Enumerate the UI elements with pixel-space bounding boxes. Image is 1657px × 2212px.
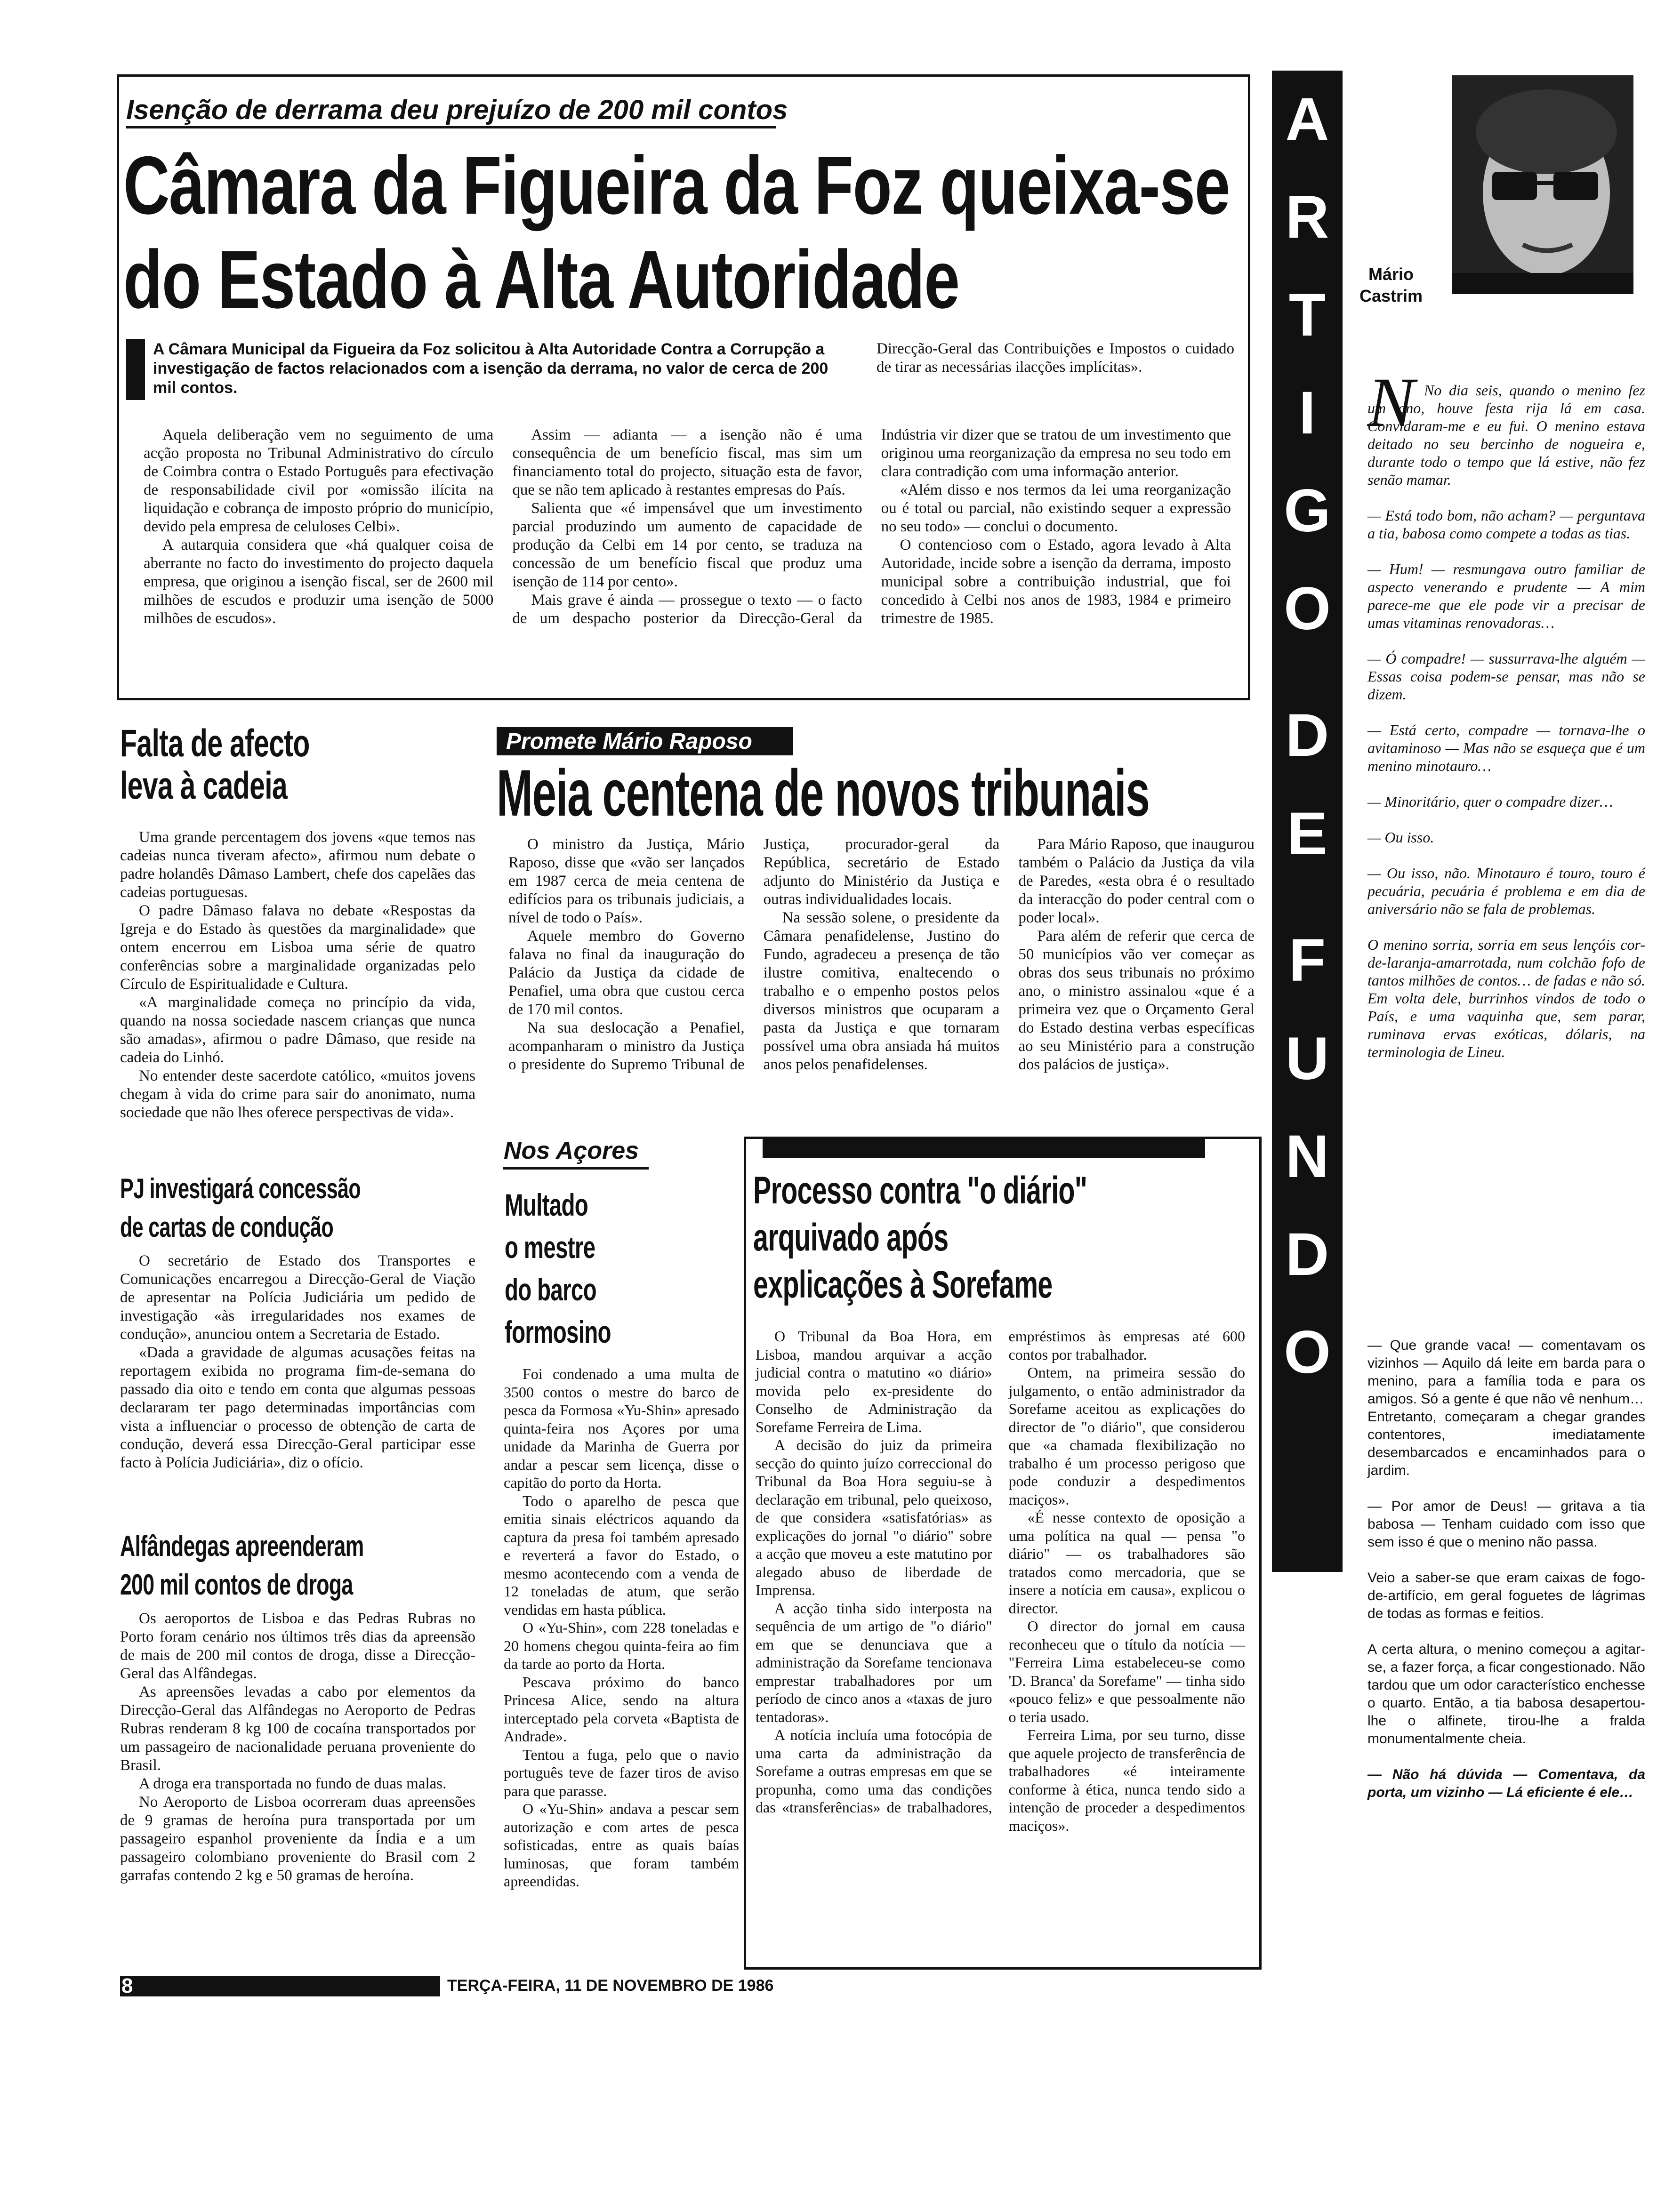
diario-paragraph: Ontem, na primeira sessão do julgamento, o então administrador da Sorefame aceitou as explicações do director de "o diário", que considerou que «a chamada flexibilização no trabalho é um processo perigoso que pode conduzir a despedimentos maciços». — [1008, 1364, 1245, 1508]
pj-paragraph: «Dada a gravidade de algumas acusações feitas na reportagem exibida no programa fim-de-semana do passado dia oito e tendo em conta que algumas pessoas declararam ter pago determinadas importâncias com vista a influenciar o processo de obtenção de carta de condução, deverá essa Direcção-Geral participar esse facto à Polícia Judiciária», diz o ofício. — [120, 1344, 475, 1471]
top-paragraph: Aquela deliberação vem no seguimento de uma acção proposta no Tribunal Administrativo do círculo de Coimbra contra o Estado Português para efectivação de responsabilidade civil por «omissão ilícita na liquidação e cobrança de imposto próprio do município, devido pela empresa de celuloses Celbi». — [144, 426, 494, 535]
column-paragraph: — Não há dúvida — Comentava, da porta, um vizinho — Lá eficiente é ele… — [1367, 1767, 1645, 1800]
top-paragraph: Mais grave é ainda — prossegue o texto — o facto de um despacho posterior da Direcção-Geral da Indústria vir dizer que se tratou de um investimento que originou uma reorganização da empresa no seu todo em clara contradição com uma informação anterior. — [512, 426, 1231, 627]
pj-headline-line: de cartas de condução — [120, 1211, 334, 1243]
afecto-paragraph: O padre Dâmaso falava no debate «Respostas da Igreja e do Estado às questões da marginalidade» que ontem encerrou em Lisboa uma série de quatro conferências sobre a marginalidade organizadas pelo Círculo de Espiritualidade e Cultura. — [120, 902, 475, 993]
diario-paragraph: A decisão do juiz da primeira secção do quinto juízo correccional do Tribunal da Boa Hora seguiu-se à declaração em tribunal, pelo queixoso, de que considera «satisfatórias» as explicações do jornal "o diário" sobre a acção que moveu a este matutino por alegado abuso de liberdade de Imprensa. — [756, 1436, 992, 1598]
column-paragraph: — Ou isso. — [1367, 829, 1434, 846]
column-body-upright — [1367, 1337, 1645, 1802]
tribunais-paragraph: Aquele membro do Governo falava no final da inauguração do Palácio da Justiça da cidade de Penafiel, uma obra que custou cerca de 170 mil contos. — [508, 928, 745, 1018]
top-article-body — [144, 426, 1231, 689]
band-letter: O — [1284, 575, 1331, 642]
afecto-body — [120, 828, 475, 1122]
band-letter: U — [1285, 1025, 1329, 1092]
diario-paragraph: «É nesse contexto de oposição a uma política na qual — pensa "o diário" — os trabalhadores são tratados como mercadoria, que se insere a notícia em causa», explicou o director. — [1008, 1509, 1245, 1617]
alfandegas-headline-line: Alfândegas apreenderam — [120, 1530, 364, 1563]
acores-headline-line: Multado — [505, 1187, 588, 1222]
kicker-underline — [126, 126, 776, 128]
top-paragraph: Assim — adianta — a isenção não é uma consequência de um benefício fiscal, mas sim um financiamento total do projecto, situação esta de favor, que se não tem aplicado à restantes empresas do País. — [512, 426, 862, 498]
band-letter: T — [1288, 281, 1326, 349]
alfandegas-headline-line: 200 mil contos de droga — [120, 1569, 353, 1601]
author-portrait-image — [1452, 75, 1633, 294]
alfandegas-body — [120, 1610, 475, 1885]
author-photo — [1452, 75, 1633, 294]
afecto-headline — [120, 722, 310, 807]
pj-paragraph: O secretário de Estado dos Transportes e Comunicações encarregou a Direcção-Geral de Viação de apresentar na Polícia Judiciária um pedido de investigação «às irregularidades nos exames de condução», anunciou ontem a Secretaria de Estado. — [120, 1252, 475, 1343]
column-paragraph: — Que grande vaca! — comentavam os vizinhos — Aquilo dá leite em barda para o menino, para a família toda e para os amigos. Só a gente é que não vê nenhum… — [1367, 1338, 1645, 1407]
tribunais-paragraph: Para além de referir que cerca de 50 municípios vão ver começar as obras dos seus tribunais no próximo ano, o ministro assinalou «que é a primeira vez que o Orçamento Geral do Estado destina verbas específicas ao seu Ministério para a construção dos palácios de justiça». — [1018, 928, 1255, 1073]
author-name: Mário Castrim — [1359, 264, 1423, 305]
band-letter: A — [1285, 86, 1329, 153]
tribunais-paragraph: O ministro da Justiça, Mário Raposo, disse que «vão ser lançados em 1987 cerca de meia centena de edifícios para os tribunais judiciais, a nível de todo o País». — [508, 836, 745, 926]
band-letter: D — [1285, 702, 1329, 769]
column-paragraph: A certa altura, o menino começou a agitar-se, a fazer força, a ficar congestionado. Não tardou que um odor característico enchesse o quarto. Então, a tia babosa desapertou-lhe o alfinete, tirou-lhe a fralda monumentalmente cheia. — [1367, 1642, 1645, 1747]
acores-headline — [505, 1184, 611, 1353]
band-letter: G — [1284, 477, 1331, 545]
footer-date: TERÇA-FEIRA, 11 DE NOVEMBRO DE 1986 — [447, 1977, 774, 1995]
acores-headline-line: o mestre — [505, 1230, 595, 1265]
top-continuation: Direcção-Geral das Contribuições e Impostos o cuidado de tirar as necessárias ilacções implícitas». — [877, 340, 1234, 376]
alfandegas-paragraph: A droga era transportada no fundo de duas malas. — [139, 1775, 447, 1792]
acores-headline-line: formosino — [505, 1314, 611, 1349]
footer-bar — [120, 1976, 440, 1996]
top-paragraph: O contencioso com o Estado, agora levado à Alta Autoridade, incide sobre a isenção da derrama, imposto municipal sobre a contribuição industrial, que foi concedido à Celbi nos anos de 1983, 1984 e primeiro trimestre de 1985. — [881, 537, 1231, 627]
alfandegas-paragraph: No Aeroporto de Lisboa ocorreram duas apreensões de 9 gramas de heroína pura transportada por um passageiro espanhol proveniente da Índia e a um passageiro colombiano proveniente do Brasil com 2 garrafas contendo 2 kg e 50 gramas de heroína. — [120, 1794, 475, 1884]
column-paragraph: — Está todo bom, não acham? — perguntava a tia, babosa como compete a todas as tias. — [1367, 507, 1645, 542]
band-letter: I — [1299, 379, 1316, 447]
diario-headline-line: arquivado após — [753, 1216, 949, 1259]
diario-headline-line: explicações à Sorefame — [753, 1263, 1053, 1306]
acores-body — [504, 1365, 739, 1891]
diario-paragraph: O director do jornal em causa reconheceu que o título da notícia — "Ferreira Lima estabeleceu-se como 'D. Branca' da Sorefame" — tinha sido «pouco feliz» e que pessoalmente não o teria usado. — [1008, 1618, 1245, 1725]
acores-kicker-underline — [503, 1167, 649, 1170]
top-paragraph: «Além disso e nos termos da lei uma reorganização ou é total ou parcial, não existindo sequer a expressão no seu todo» — conclui o documento. — [881, 481, 1231, 535]
tribunais-paragraph: Na sessão solene, o presidente da Câmara penafidelense, Justino do Fundo, agradeceu a presença de tão ilustre comitiva, enaltecendo o trabalho e o empenho postos pelos diversos ministros que ocuparam a pasta da Justiça e que tornaram possível uma obra ansiada há muitos anos pelos penafidelenses. — [763, 909, 1000, 1073]
alfandegas-paragraph: Os aeroportos de Lisboa e das Pedras Rubras no Porto foram cenário nos últimos três dias da apreensão de mais de 200 mil contos de droga, disse a Direcção-Geral das Alfândegas. — [120, 1610, 475, 1682]
top-headline-line1: Câmara da Figueira da Foz queixa-se — [123, 140, 1230, 232]
afecto-paragraph: «A marginalidade começa no princípio da vida, quando na nossa sociedade nascem crianças que nunca são amadas», afirmou o padre Dâmaso, que reside na cadeia do Linhó. — [120, 994, 475, 1066]
acores-headline-line: do barco — [505, 1272, 596, 1307]
tribunais-paragraph: Para Mário Raposo, que inaugurou também o Palácio da Justiça da vila de Paredes, «esta obra é o resultado da interacção do poder central com o poder local». — [1018, 836, 1255, 926]
column-paragraph: — Minoritário, quer o compadre dizer… — [1367, 793, 1613, 810]
pj-headline-line: PJ investigará concessão — [120, 1173, 361, 1204]
diario-paragraph: A notícia incluía uma fotocópia de uma carta da administração da Sorefame a outras empresas em que se propunha, como uma das condições das «transferências» de trabalhadores, empréstimos às empresas até 600 contos por trabalhador. — [756, 1328, 1245, 1816]
afecto-headline-line: Falta de afecto — [120, 722, 310, 765]
alfandegas-headline — [120, 1527, 364, 1604]
acores-paragraph: Foi condenado a uma multa de 3500 contos o mestre do barco de pesca da Formosa «Yu-Shin» apresado quinta-feira nos Açores por uma unidade da Marinha de Guerra por andar a pescar sem licença, disse o capitão do porto da Horta. — [504, 1365, 739, 1491]
pj-body — [120, 1252, 475, 1472]
artigo-de-fundo-band — [1272, 71, 1343, 1572]
column-paragraph: O menino sorria, sorria em seus lençóis cor-de-laranja-amarrotada, num colchão fofo de tantos milhões de contos… de fadas e não só. Em volta dele, burrinhos vindos de todo o País, e uma vaquinha que, sem parar, ruminava ervas exóticas, dólaris, na terminologia de Lineu. — [1367, 936, 1645, 1060]
diario-paragraph: A acção tinha sido interposta na sequência de um artigo de "o diário" em que se denunciava que a administração da Sorefame tencionava emprestar trabalhadores por um período de cinco anos a «taxas de juro tentadoras». — [756, 1599, 992, 1725]
alfandegas-paragraph: As apreensões levadas a cabo por elementos da Direcção-Geral das Alfândegas no Aeroporto de Pedras Rubras renderam 8 kg 100 de cocaína transportados por um passageiro de nacionalidade peruana proveniente do Brasil. — [120, 1683, 475, 1774]
acores-paragraph: O «Yu-Shin» andava a pescar sem autorização e com artes de pesca sofisticadas, entre as quais baías luminosas, que foram também apreendidas. — [504, 1800, 739, 1890]
acores-paragraph: Pescava próximo do banco Princesa Alice, sendo na altura interceptado pela corveta «Baptista de Andrade». — [504, 1673, 739, 1745]
diario-body — [756, 1327, 1245, 1963]
band-letter: D — [1285, 1221, 1329, 1288]
top-paragraph: Salienta que «é impensável que um investimento parcial produzindo um aumento de capacidade de produção da Celbi em 14 por cento, se traduza na concessão de um benefício fiscal que produz uma isenção de 114 por cento». — [512, 500, 862, 590]
top-headline-line2: do Estado à Alta Autoridade — [123, 234, 959, 326]
band-letter: E — [1287, 800, 1327, 867]
column-paragraph: Veio a saber-se que eram caixas de fogo-de-artifício, em geral foguetes de lágrimas de todas as formas e feitios. — [1367, 1570, 1645, 1621]
column-paragraph: — Hum! — resmungava outro familiar de aspecto venerando e prudente — A mim parece-me que ele pode vir a precisar de umas vitaminas renovadoras… — [1367, 561, 1645, 631]
lead-marker — [126, 339, 145, 400]
column-paragraph: Entretanto, começaram a chegar grandes contentores, imediatamente desembarcados e encaminhados para o jardim. — [1367, 1409, 1645, 1478]
acores-paragraph: O «Yu-Shin», com 228 toneladas e 20 homens chegou quinta-feira ao fim da tarde ao porto da Horta. — [504, 1619, 739, 1672]
diario-headline-line: Processo contra "o diário" — [753, 1169, 1087, 1212]
acores-paragraph: Todo o aparelho de pesca que emitia sinais eléctricos aquando da captura da presa foi também apresado e reverterá a favor do Estado, o mesmo acontecendo com a venda de 12 toneladas de atum, que serão vendidas em hasta pública. — [504, 1492, 739, 1618]
diario-paragraph: Ferreira Lima, por seu turno, disse que aquele projecto de transferência de trabalhadores «é inteiramente conforme à ética, nunca tendo sido a intenção de proceder a despedimentos maciços». — [1008, 1726, 1245, 1834]
acores-paragraph: Tentou a fuga, pelo que o navio português teve de fazer tiros de aviso para que parasse. — [504, 1746, 739, 1799]
afecto-paragraph: Uma grande percentagem dos jovens «que temos nas cadeias nunca tiveram afecto», afirmou num debate o padre holandês Dâmaso Lambert, chefe dos capelães das cadeias portuguesas. — [120, 829, 475, 901]
column-body — [1367, 381, 1645, 1079]
tribunais-body — [508, 835, 1255, 1127]
tribunais-paragraph: Na sua deslocação a Penafiel, acompanharam o ministro da Justiça o presidente do Supremo Tribunal de Justiça, procurador-geral da República, secretário de Estado adjunto do Ministério da Justiça e outras individualidades locais. — [508, 836, 1000, 1073]
band-letter: O — [1284, 1319, 1331, 1386]
band-letter: F — [1288, 927, 1326, 994]
band-letter: N — [1285, 1123, 1329, 1190]
tribunais-kicker: Promete Mário Raposo — [506, 729, 752, 754]
acores-kicker: Nos Açores — [504, 1137, 639, 1164]
diario-headline — [753, 1167, 1087, 1308]
top-paragraph: A autarquia considera que «há qualquer coisa de aberrante no facto do investimento do projecto daquela empresa, que originou a isenção fiscal, ser de 2600 mil milhões de escudos e produzir uma isenção de 5000 milhões de escudos». — [144, 537, 494, 627]
top-lead: A Câmara Municipal da Figueira da Foz solicitou à Alta Autoridade Contra a Corrupção a investigação de factos relacionados com a isenção da derrama, no valor de cerca de 200 mil contos. — [153, 340, 828, 397]
pj-headline — [120, 1170, 361, 1247]
column-paragraph: — Por amor de Deus! — gritava a tia babosa — Tenham cuidado com isso que sem isso é que o menino não passa. — [1367, 1499, 1645, 1550]
column-dropcap: N — [1367, 363, 1415, 441]
column-paragraph: — Está certo, compadre — tornava-lhe o avitaminoso — Mas não se esqueça que é um menino minotauro… — [1367, 721, 1645, 774]
afecto-headline-line: leva à cadeia — [120, 764, 288, 807]
diario-top-bar — [763, 1139, 1205, 1158]
afecto-paragraph: No entender deste sacerdote católico, «muitos jovens chegam à vida do crime para sair do anonimato, numa sociedade que não lhes oferece perspectivas de vida». — [120, 1067, 475, 1121]
band-letter: R — [1285, 184, 1329, 251]
column-paragraph: — Ó compadre! — sussurrava-lhe alguém — Essas coisa podem-se pensar, mas não se dizem. — [1367, 650, 1645, 703]
diario-paragraph: O Tribunal da Boa Hora, em Lisboa, mandou arquivar a acção judicial contra o matutino «o diário» movida pelo ex-presidente do Conselho de Administração da Sorefame Ferreira de Lima. — [756, 1328, 992, 1435]
page-number: 8 — [121, 1974, 133, 1997]
top-kicker: Isenção de derrama deu prejuízo de 200 mil contos — [126, 95, 788, 125]
column-paragraph: — Ou isso, não. Minotauro é touro, touro é pecuária, pecuária é problema e em dia de aniversário não se fala de problemas. — [1367, 865, 1645, 917]
column-paragraph: No dia seis, quando o menino fez um ano, houve festa rija lá em casa. Convidaram-me e eu fui. O menino estava deitado no seu bercinho de nogueira e, durante todo o tempo que lá estive, não fez senão mamar. — [1367, 382, 1645, 488]
tribunais-headline: Meia centena de novos tribunais — [497, 756, 1150, 830]
